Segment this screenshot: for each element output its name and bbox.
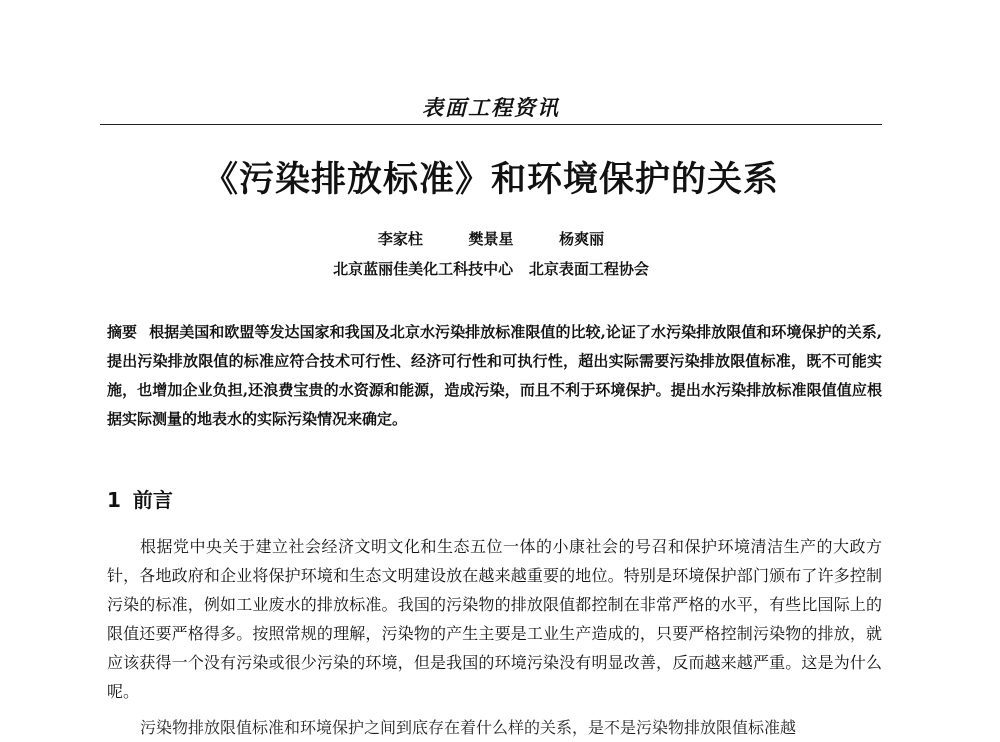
header-rule [100,124,882,125]
journal-header: 表面工程资讯 [422,95,560,120]
body-paragraph-next: 污染物排放限值标准和环境保护之间到底存在着什么样的关系，是不是污染物排放限值标准越 [140,718,797,737]
section-title: 前言 [132,488,173,512]
body-paragraph: 根据党中央关于建立社会经济文明文化和生态五位一体的小康社会的号召和保护环境清洁生产的大政方针，各地政府和企业将保护环境和生态文明建设放在越来越重要的地位。特别是环境保护部门颁布了许多控制污染的标准，例如工业废水的排放标准。我国的污染物的排放限值都控制在非常严格的水平，有些比国际上的限值还要严格得多。按照常规的理解，污染物的产生主要是工业生产造成的，只要严格控制污染物的排放，就应该获得一个没有污染或很少污染的环境，但是我国的环境污染没有明显改善，反而越来越严重。这是为什么呢。 [107,537,882,701]
article-title: 《污染排放标准》和环境保护的关系 [202,160,779,200]
section-number: 1 [107,488,121,512]
article-authors: 李家柱 樊景星 杨爽丽 [377,230,605,248]
abstract [107,318,882,434]
article-affiliation: 北京蓝丽佳美化工科技中心 北京表面工程协会 [333,260,649,278]
abstract-text: 根据美国和欧盟等发达国家和我国及北京水污染排放标准限值的比较,论证了水污染排放限值和环境保护的关系,提出污染排放限值的标准应符合技术可行性、经济可行性和可执行性，超出实际需要污染排放限值标准，既不可能实施，也增加企业负担,还浪费宝贵的水资源和能源，造成污染，而且不利于环境保护。提出水污染排放标准限值值应根据实际测量的地表水的实际污染情况来确定。 [107,323,882,428]
section-heading [107,484,173,513]
abstract-label: 摘要 [107,323,138,341]
